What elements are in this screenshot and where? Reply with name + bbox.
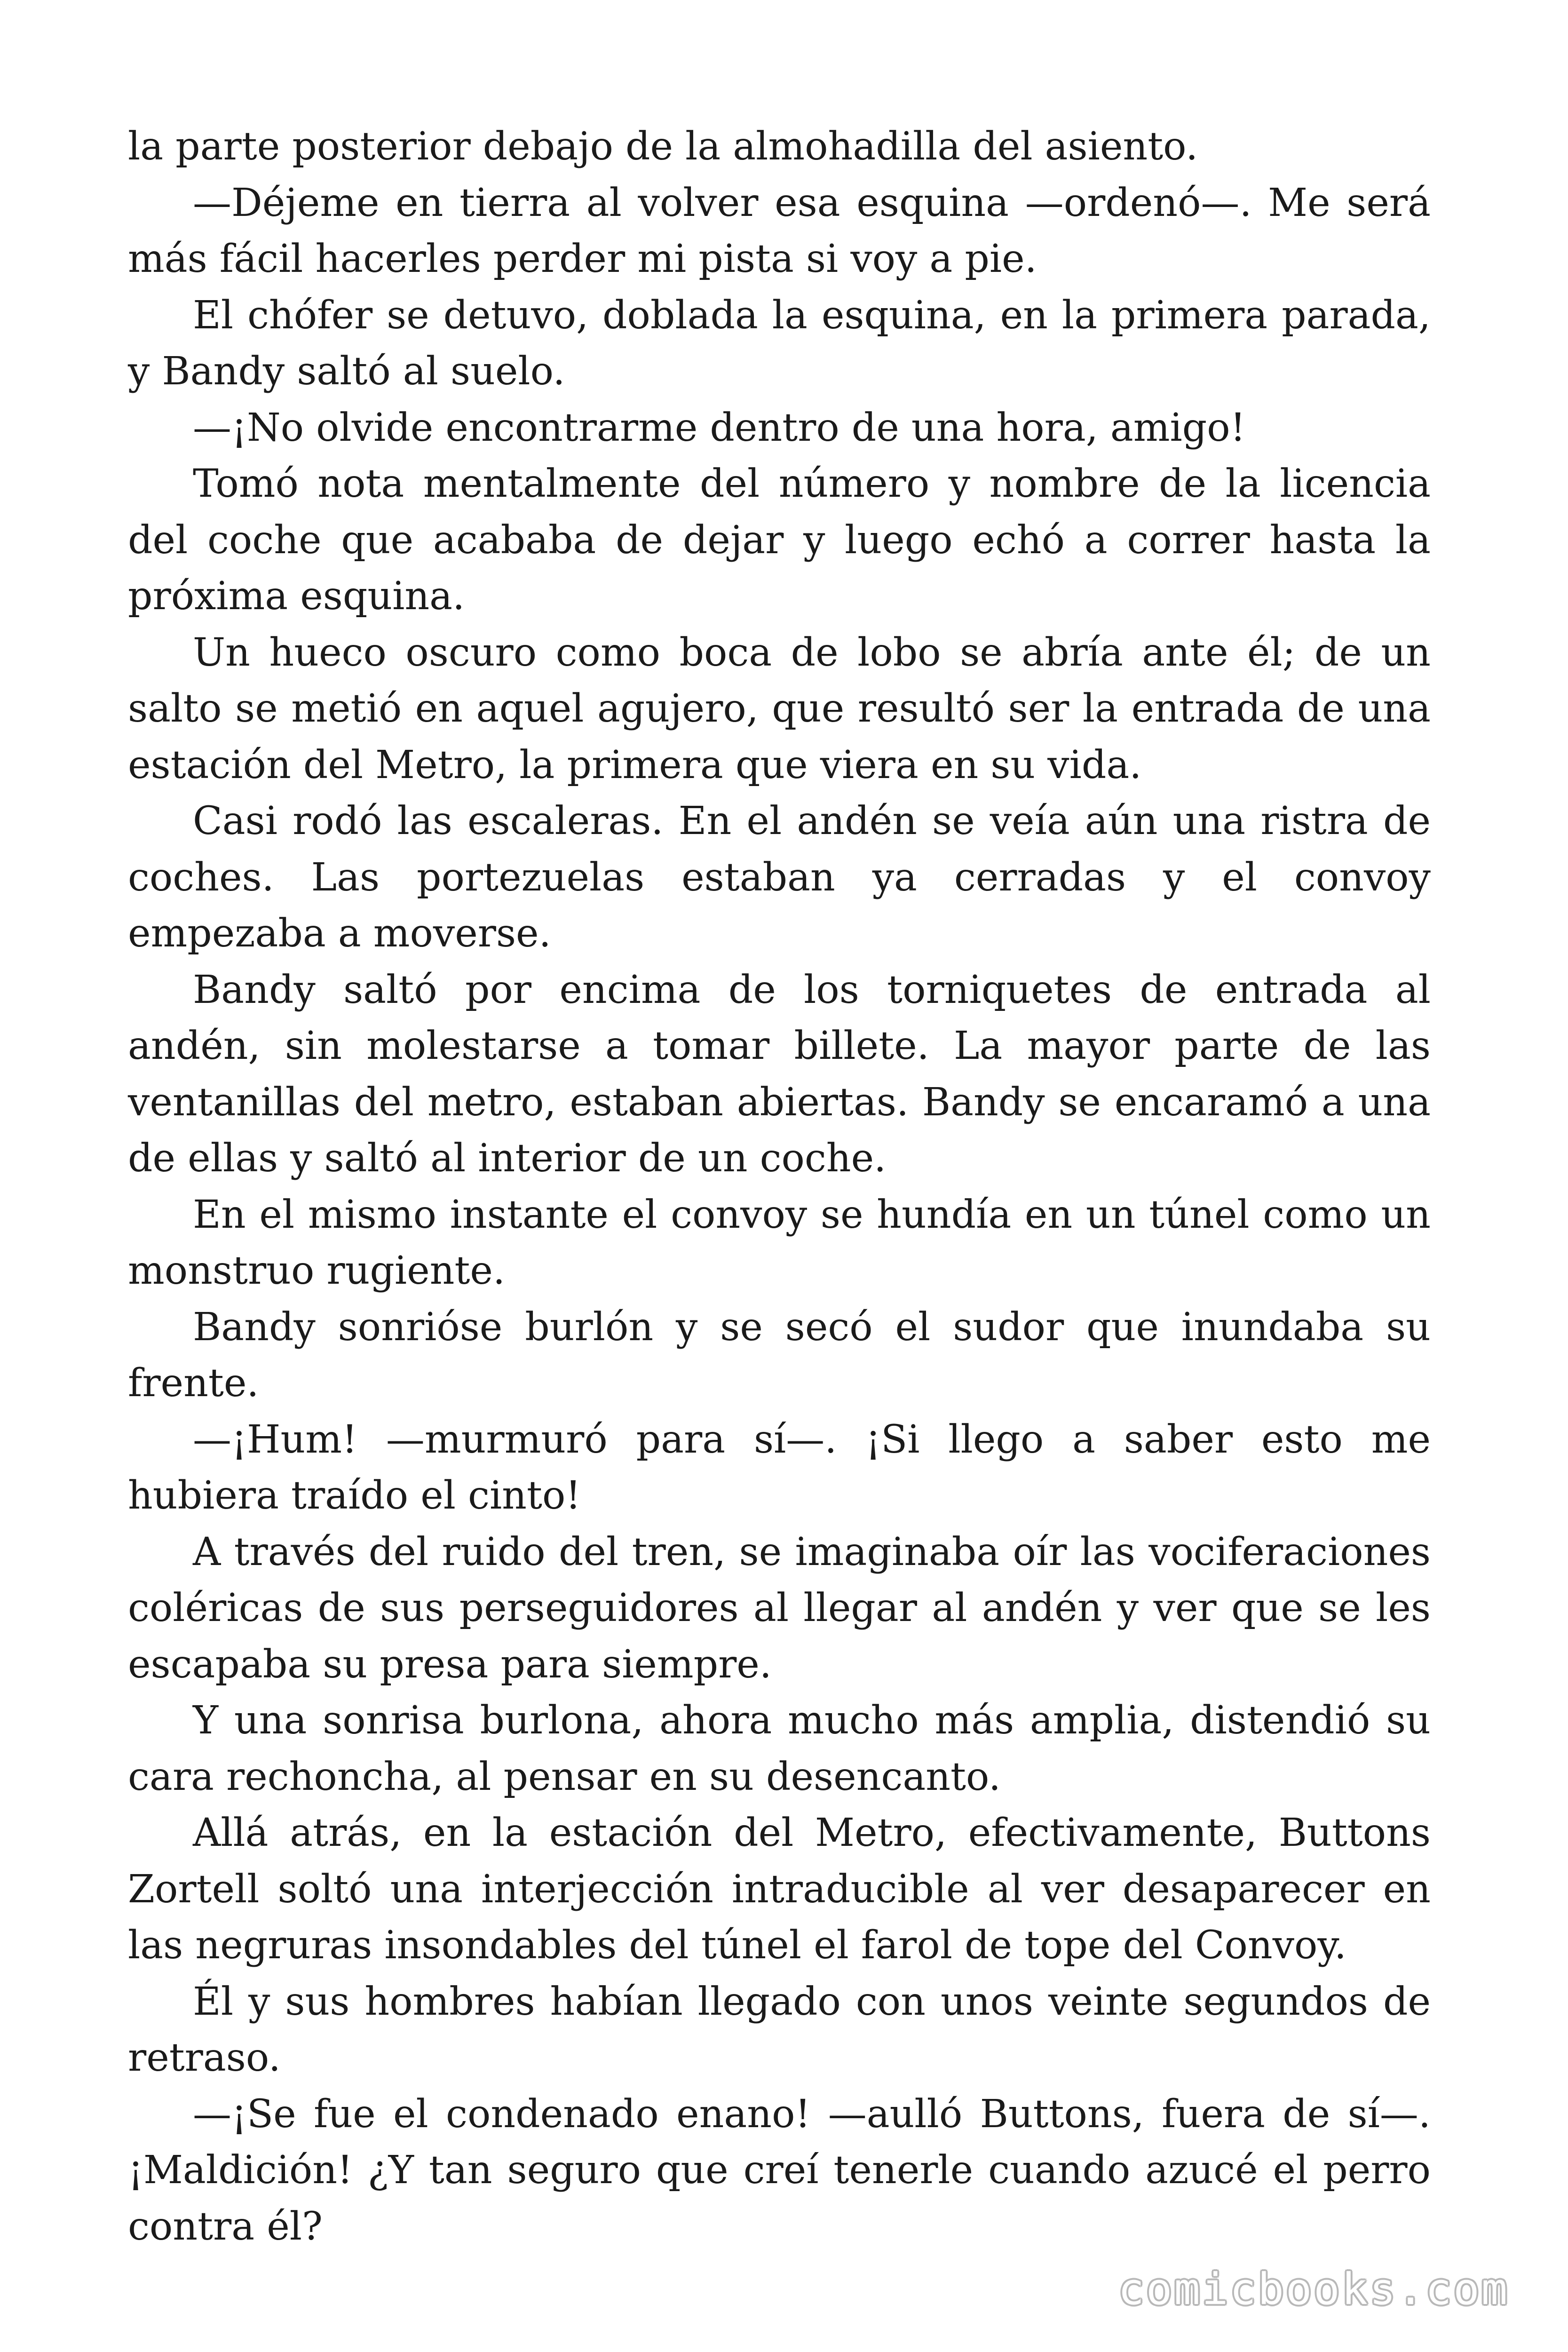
paragraph-7: Casi rodó las escaleras. En el andén se veía aún una ristra de coches. Las portezuelas estaban ya cerradas y el convoy empezaba a moverse. xyxy=(128,799,1431,956)
body-text xyxy=(128,119,1431,2255)
paragraph-15: Él y sus hombres habían llegado con unos veinte segundos de retraso. xyxy=(128,1979,1431,2080)
paragraph-4: —¡No olvide encontrarme dentro de una hora, amigo! xyxy=(193,405,1246,450)
paragraph-16: —¡Se fue el condenado enano! —aulló Buttons, fuera de sí—. ¡Maldición! ¿Y tan seguro que creí tenerle cuando azucé el perro contra él? xyxy=(128,2091,1431,2249)
paragraph-1: la parte posterior debajo de la almohadilla del asiento. xyxy=(128,124,1198,169)
paragraph-3: El chófer se detuvo, doblada la esquina, en la primera parada, y Bandy saltó al suelo. xyxy=(128,293,1431,394)
paragraph-14: Allá atrás, en la estación del Metro, efectivamente, Buttons Zortell soltó una interjección intraducible al ver desaparecer en las negruras insondables del túnel el farol de tope del Convoy. xyxy=(128,1811,1431,1968)
paragraph-12: A través del ruido del tren, se imaginaba oír las vociferaciones coléricas de sus perseguidores al llegar al andén y ver que se les escapaba su presa para siempre. xyxy=(128,1529,1431,1687)
paragraph-5: Tomó nota mentalmente del número y nombre de la licencia del coche que acababa de dejar y luego echó a correr hasta la próxima esquina. xyxy=(128,461,1431,619)
watermark: comicbooks.com xyxy=(1118,2264,1509,2314)
paragraph-8: Bandy saltó por encima de los torniquetes de entrada al andén, sin molestarse a tomar billete. La mayor parte de las ventanillas del metro, estaban abiertas. Bandy se encaramó a una de ellas y saltó al interior de un coche. xyxy=(128,967,1431,1181)
paragraph-6: Un hueco oscuro como boca de lobo se abría ante él; de un salto se metió en aquel agujero, que resultó ser la entrada de una estación del Metro, la primera que viera en su vida. xyxy=(128,630,1431,787)
paragraph-13: Y una sonrisa burlona, ahora mucho más amplia, distendió su cara rechoncha, al pensar en su desencanto. xyxy=(128,1698,1431,1799)
paragraph-9: En el mismo instante el convoy se hundía en un túnel como un monstruo rugiente. xyxy=(128,1192,1431,1293)
paragraph-11: —¡Hum! —murmuró para sí—. ¡Si llego a saber esto me hubiera traído el cinto! xyxy=(128,1417,1431,1518)
paragraph-10: Bandy sonrióse burlón y se secó el sudor que inundaba su frente. xyxy=(128,1304,1431,1406)
paragraph-2: —Déjeme en tierra al volver esa esquina —ordenó—. Me será más fácil hacerles perder mi pista si voy a pie. xyxy=(128,180,1431,281)
